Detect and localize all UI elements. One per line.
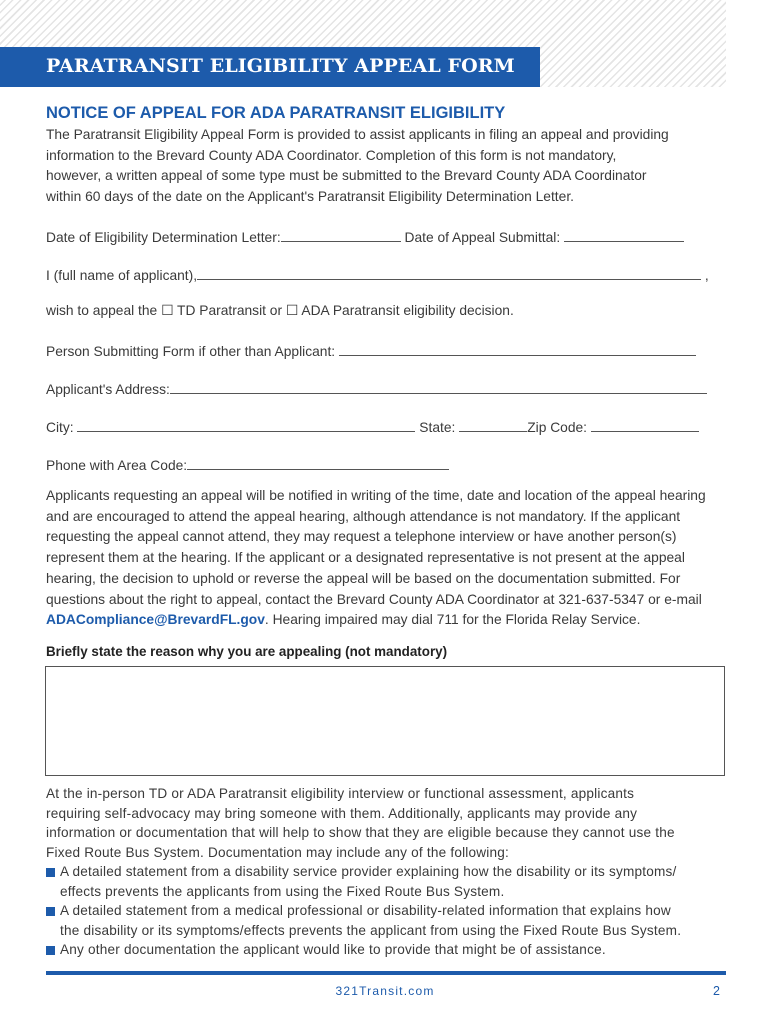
footer-url[interactable]: 321Transit.com xyxy=(335,984,435,998)
address-row xyxy=(46,379,707,397)
submitter-label: Person Submitting Form if other than Applicant: xyxy=(46,344,336,359)
appeal-type-row xyxy=(46,303,514,319)
square-bullet-icon xyxy=(46,868,55,877)
ada-paratransit-checkbox[interactable]: ☐ xyxy=(285,303,299,318)
list-item-line: A detailed statement from a disability service provider explaining how the disability or its symptoms/ xyxy=(60,864,677,879)
td-paratransit-label: TD Paratransit or xyxy=(177,303,283,318)
zip-label: Zip Code: xyxy=(527,420,588,435)
list-item xyxy=(46,940,736,960)
appeal-prefix: wish to appeal the xyxy=(46,303,158,318)
hearing-line-email xyxy=(46,610,736,631)
list-item xyxy=(46,901,736,940)
hearing-notice-paragraph xyxy=(46,486,736,631)
self-advocacy-line: information or documentation that will help to show that they are eligible because they cannot use the xyxy=(46,825,675,840)
dates-row xyxy=(46,227,684,245)
phone-field[interactable] xyxy=(187,455,449,470)
square-bullet-icon xyxy=(46,946,55,955)
page-title: PARATRANSIT ELIGIBILITY APPEAL FORM xyxy=(46,55,515,77)
page-number: 2 xyxy=(713,984,720,998)
address-field[interactable] xyxy=(170,379,707,394)
full-name-label: I (full name of applicant), xyxy=(46,268,198,283)
appeal-date-field[interactable] xyxy=(564,227,684,242)
self-advocacy-line: Fixed Route Bus System. Documentation may include any of the following: xyxy=(46,844,510,860)
notice-heading: NOTICE OF APPEAL FOR ADA PARATRANSIT ELIGIBILITY xyxy=(46,104,506,122)
hearing-line: hearing, the decision to uphold or reverse the appeal will be based on the documentation submitted. For xyxy=(46,570,681,586)
determination-date-field[interactable] xyxy=(281,227,401,242)
phone-row xyxy=(46,455,449,473)
hearing-line: questions about the right to appeal, contact the Brevard County ADA Coordinator at 321-637-5347 or e-mail xyxy=(46,591,702,607)
self-advocacy-line: requiring self-advocacy may bring someone with them. Additionally, applicants may provide any xyxy=(46,805,638,821)
footer-rule xyxy=(46,971,726,975)
submitter-row xyxy=(46,341,696,359)
reason-label: Briefly state the reason why you are appealing (not mandatory) xyxy=(46,644,448,659)
hearing-line: requesting the appeal cannot attend, they may request a telephone interview or have another person(s) xyxy=(46,529,677,545)
list-item-line: Any other documentation the applicant would like to provide that might be of assistance. xyxy=(60,942,606,957)
list-item xyxy=(46,862,736,901)
ada-email-link[interactable]: ADACompliance@BrevardFL.gov xyxy=(46,612,265,628)
address-label: Applicant's Address: xyxy=(46,382,170,397)
relay-service-text: . Hearing impaired may dial 711 for the Florida Relay Service. xyxy=(264,612,641,628)
list-item-line: effects prevents the applicants from using the Fixed Route Bus System. xyxy=(60,883,505,899)
state-label: State: xyxy=(419,420,456,435)
list-item-line: A detailed statement from a medical professional or disability-related information that explains how xyxy=(60,903,671,918)
self-advocacy-paragraph xyxy=(46,784,736,862)
full-name-comma: , xyxy=(704,268,709,283)
hearing-line: and are encouraged to attend the appeal hearing, although attendance is not mandatory. If the applicant xyxy=(46,508,681,524)
appeal-date-label: Date of Appeal Submittal: xyxy=(404,230,561,245)
hearing-line: Applicants requesting an appeal will be notified in writing of the time, date and location of the appeal hearing xyxy=(46,488,706,503)
square-bullet-icon xyxy=(46,907,55,916)
zip-field[interactable] xyxy=(591,417,699,432)
determination-date-label: Date of Eligibility Determination Letter: xyxy=(46,230,281,245)
reason-textbox[interactable] xyxy=(45,666,725,776)
list-item-line: the disability or its symptoms/effects prevents the applicant from using the Fixed Route Bus System. xyxy=(60,922,682,938)
state-field[interactable] xyxy=(459,417,527,432)
city-label: City: xyxy=(46,420,74,435)
submitter-field[interactable] xyxy=(339,341,696,356)
intro-line: information to the Brevard County ADA Coordinator. Completion of this form is not mandatory, xyxy=(46,147,617,163)
full-name-field[interactable] xyxy=(197,265,701,280)
city-field[interactable] xyxy=(77,417,415,432)
city-state-zip-row xyxy=(46,417,699,435)
self-advocacy-line: At the in-person TD or ADA Paratransit eligibility interview or functional assessment, applicants xyxy=(46,786,635,801)
intro-line: within 60 days of the date on the Applicant's Paratransit Eligibility Determination Letter. xyxy=(46,189,574,205)
documentation-list xyxy=(46,862,736,960)
phone-label: Phone with Area Code: xyxy=(46,458,188,473)
full-name-row xyxy=(46,265,709,283)
intro-line: The Paratransit Eligibility Appeal Form is provided to assist applicants in filing an appeal and providing xyxy=(46,127,669,142)
ada-paratransit-label: ADA Paratransit eligibility decision. xyxy=(301,303,514,318)
td-paratransit-checkbox[interactable]: ☐ xyxy=(161,303,174,318)
intro-paragraph xyxy=(46,125,726,208)
hearing-line: represent them at the hearing. If the applicant or a designated representative is not present at the appeal xyxy=(46,550,685,566)
intro-line: however, a written appeal of some type must be submitted to the Brevard County ADA Coordinator xyxy=(46,168,647,184)
